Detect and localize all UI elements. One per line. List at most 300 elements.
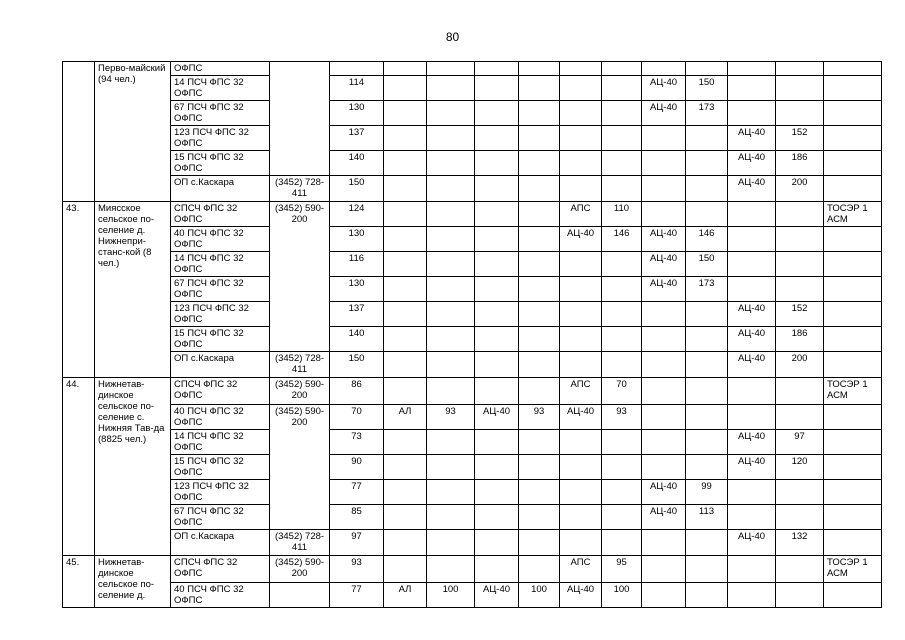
unit-cell: 14 ПСЧ ФПС 32 ОФПС	[171, 430, 270, 455]
time-cell: 113	[686, 505, 728, 530]
vehicle-cell	[642, 530, 686, 556]
distance-cell: 93	[330, 556, 384, 583]
time-cell	[602, 151, 642, 176]
time-cell	[602, 302, 642, 327]
unit-cell: 40 ПСЧ ФПС 32 ОФПС	[171, 227, 270, 252]
vehicle-cell: АЦ-40	[560, 583, 602, 608]
time-cell	[776, 76, 824, 101]
time-cell	[427, 227, 475, 252]
unit-cell: 15 ПСЧ ФПС 32 ОФПС	[171, 327, 270, 352]
vehicle-cell	[384, 151, 427, 176]
vehicle-cell	[642, 126, 686, 151]
time-cell	[427, 505, 475, 530]
table-row	[63, 151, 882, 176]
vehicle-cell	[560, 352, 602, 378]
distance-cell: 124	[330, 202, 384, 227]
time-cell: 173	[686, 101, 728, 126]
vehicle-cell	[384, 430, 427, 455]
time-cell	[602, 480, 642, 505]
vehicle-cell: АЦ-40	[728, 430, 776, 455]
vehicle-cell: ТОСЭР 1 АСМ	[824, 556, 882, 583]
distance-cell: 116	[330, 252, 384, 277]
time-cell	[776, 505, 824, 530]
unit-cell: 123 ПСЧ ФПС 32 ОФПС	[171, 126, 270, 151]
distance-cell: 150	[330, 176, 384, 202]
vehicle-cell: АЦ-40	[728, 302, 776, 327]
time-cell	[776, 480, 824, 505]
distance-cell: 137	[330, 126, 384, 151]
time-cell	[686, 405, 728, 430]
distance-cell: 77	[330, 583, 384, 608]
time-cell	[776, 277, 824, 302]
time-cell	[519, 378, 560, 405]
vehicle-cell	[560, 151, 602, 176]
vehicle-cell	[824, 151, 882, 176]
vehicle-cell	[642, 302, 686, 327]
table-row	[63, 327, 882, 352]
time-cell	[519, 252, 560, 277]
unit-cell: СПСЧ ФПС 32 ОФПС	[171, 556, 270, 583]
vehicle-cell	[728, 480, 776, 505]
unit-cell: 67 ПСЧ ФПС 32 ОФПС	[171, 277, 270, 302]
vehicle-cell: АЛ	[384, 583, 427, 608]
phone-cell: (3452) 728-411	[270, 176, 330, 202]
time-cell	[427, 352, 475, 378]
time-cell	[602, 455, 642, 480]
time-cell	[776, 101, 824, 126]
table-row	[63, 430, 882, 455]
page-number: 80	[445, 30, 460, 44]
vehicle-cell: АЦ-40	[642, 76, 686, 101]
vehicle-cell	[384, 176, 427, 202]
vehicle-cell	[384, 101, 427, 126]
phone-cell: (3452) 590-200	[270, 378, 330, 405]
vehicle-cell	[475, 556, 519, 583]
vehicle-cell	[824, 277, 882, 302]
time-cell	[427, 277, 475, 302]
vehicle-cell	[728, 227, 776, 252]
vehicle-cell	[475, 327, 519, 352]
time-cell	[686, 430, 728, 455]
distance-cell: 130	[330, 101, 384, 126]
unit-cell: 14 ПСЧ ФПС 32 ОФПС	[171, 252, 270, 277]
vehicle-cell	[824, 583, 882, 608]
time-cell	[519, 480, 560, 505]
time-cell: 173	[686, 277, 728, 302]
unit-cell: 14 ПСЧ ФПС 32 ОФПС	[171, 76, 270, 101]
vehicle-cell	[475, 530, 519, 556]
phone-cell: (3452) 590-200	[270, 405, 330, 530]
vehicle-cell	[824, 176, 882, 202]
table-row	[63, 583, 882, 608]
phone-cell: (3452) 590-200	[270, 556, 330, 583]
vehicle-cell	[560, 505, 602, 530]
vehicle-cell: АЦ-40	[642, 480, 686, 505]
time-cell	[519, 227, 560, 252]
vehicle-cell	[560, 480, 602, 505]
distance-cell: 90	[330, 455, 384, 480]
time-cell	[427, 151, 475, 176]
time-cell	[427, 202, 475, 227]
time-cell	[686, 352, 728, 378]
time-cell: 93	[519, 405, 560, 430]
vehicle-cell	[475, 202, 519, 227]
time-cell: 100	[602, 583, 642, 608]
unit-cell: 40 ПСЧ ФПС 32 ОФПС	[171, 583, 270, 608]
time-cell	[776, 583, 824, 608]
time-cell	[519, 352, 560, 378]
distance-cell	[330, 62, 384, 76]
vehicle-cell	[728, 101, 776, 126]
vehicle-cell	[384, 126, 427, 151]
time-cell	[602, 530, 642, 556]
unit-cell: 123 ПСЧ ФПС 32 ОФПС	[171, 302, 270, 327]
vehicle-cell	[642, 583, 686, 608]
table-row	[63, 556, 882, 583]
unit-cell: 123 ПСЧ ФПС 32 ОФПС	[171, 480, 270, 505]
time-cell	[427, 430, 475, 455]
distance-cell: 137	[330, 302, 384, 327]
unit-cell: ОП с.Каскара	[171, 176, 270, 202]
vehicle-cell: АПС	[560, 202, 602, 227]
time-cell	[686, 176, 728, 202]
vehicle-cell	[560, 327, 602, 352]
settlement-cell: Миясское сельское по-селение д. Нижнепри-станс-кой (8 чел.)	[95, 202, 171, 378]
time-cell	[427, 556, 475, 583]
distance-cell: 97	[330, 530, 384, 556]
vehicle-cell: АЦ-40	[475, 583, 519, 608]
unit-cell: ОФПС	[171, 62, 270, 76]
time-cell	[427, 455, 475, 480]
phone-cell	[270, 62, 330, 176]
time-cell	[602, 252, 642, 277]
vehicle-cell	[642, 405, 686, 430]
time-cell: 150	[686, 252, 728, 277]
vehicle-cell	[642, 151, 686, 176]
vehicle-cell: АЦ-40	[728, 352, 776, 378]
unit-cell: СПСЧ ФПС 32 ОФПС	[171, 378, 270, 405]
unit-cell: ОП с.Каскара	[171, 530, 270, 556]
time-cell	[602, 62, 642, 76]
time-cell	[519, 176, 560, 202]
distance-cell: 70	[330, 405, 384, 430]
time-cell	[427, 302, 475, 327]
time-cell: 146	[602, 227, 642, 252]
phone-cell: (3452) 728-411	[270, 352, 330, 378]
time-cell: 99	[686, 480, 728, 505]
time-cell	[686, 455, 728, 480]
vehicle-cell	[384, 505, 427, 530]
vehicle-cell	[642, 455, 686, 480]
time-cell	[519, 202, 560, 227]
vehicle-cell: АЦ-40	[560, 405, 602, 430]
time-cell: 132	[776, 530, 824, 556]
table-row	[63, 227, 882, 252]
table-row	[63, 505, 882, 530]
unit-cell: 40 ПСЧ ФПС 32 ОФПС	[171, 405, 270, 430]
vehicle-cell	[642, 430, 686, 455]
vehicle-cell	[475, 151, 519, 176]
vehicle-cell	[384, 202, 427, 227]
vehicle-cell	[824, 430, 882, 455]
time-cell	[776, 227, 824, 252]
time-cell: 186	[776, 327, 824, 352]
time-cell	[602, 76, 642, 101]
vehicle-cell	[560, 277, 602, 302]
time-cell: 70	[602, 378, 642, 405]
unit-cell: 67 ПСЧ ФПС 32 ОФПС	[171, 101, 270, 126]
time-cell	[427, 327, 475, 352]
time-cell	[602, 176, 642, 202]
vehicle-cell	[384, 227, 427, 252]
vehicle-cell	[384, 352, 427, 378]
phone-cell: (3452) 728-411	[270, 530, 330, 556]
time-cell	[519, 76, 560, 101]
time-cell: 93	[427, 405, 475, 430]
time-cell	[686, 302, 728, 327]
time-cell	[427, 101, 475, 126]
vehicle-cell	[824, 405, 882, 430]
vehicle-cell	[824, 455, 882, 480]
vehicle-cell: АЛ	[384, 405, 427, 430]
unit-cell: СПСЧ ФПС 32 ОФПС	[171, 202, 270, 227]
vehicle-cell	[728, 405, 776, 430]
time-cell: 97	[776, 430, 824, 455]
vehicle-cell	[560, 252, 602, 277]
vehicle-cell	[384, 556, 427, 583]
vehicle-cell	[824, 101, 882, 126]
distance-cell: 114	[330, 76, 384, 101]
vehicle-cell	[728, 378, 776, 405]
time-cell	[602, 430, 642, 455]
time-cell	[427, 176, 475, 202]
vehicle-cell	[560, 62, 602, 76]
time-cell	[519, 277, 560, 302]
time-cell	[427, 126, 475, 151]
time-cell	[686, 151, 728, 176]
table-row	[63, 202, 882, 227]
vehicle-cell	[824, 530, 882, 556]
vehicle-cell	[560, 101, 602, 126]
time-cell	[519, 327, 560, 352]
vehicle-cell	[728, 505, 776, 530]
time-cell	[602, 352, 642, 378]
time-cell	[686, 327, 728, 352]
vehicle-cell: АПС	[560, 378, 602, 405]
time-cell: 152	[776, 302, 824, 327]
table-row	[63, 455, 882, 480]
time-cell	[776, 378, 824, 405]
distance-cell: 140	[330, 151, 384, 176]
time-cell	[519, 101, 560, 126]
vehicle-cell	[728, 252, 776, 277]
vehicle-cell	[642, 176, 686, 202]
vehicle-cell: АЦ-40	[475, 405, 519, 430]
vehicle-cell	[384, 277, 427, 302]
vehicle-cell	[642, 327, 686, 352]
row-number-cell: 44.	[63, 378, 95, 556]
vehicle-cell	[560, 126, 602, 151]
time-cell: 146	[686, 227, 728, 252]
vehicle-cell	[728, 76, 776, 101]
time-cell: 93	[602, 405, 642, 430]
vehicle-cell: АЦ-40	[728, 176, 776, 202]
vehicle-cell: ТОСЭР 1 АСМ	[824, 202, 882, 227]
vehicle-cell	[384, 378, 427, 405]
vehicle-cell	[824, 480, 882, 505]
table-row	[63, 277, 882, 302]
table-row	[63, 76, 882, 101]
distance-cell: 130	[330, 277, 384, 302]
vehicle-cell	[824, 126, 882, 151]
vehicle-cell	[728, 277, 776, 302]
time-cell	[776, 252, 824, 277]
time-cell	[519, 126, 560, 151]
vehicle-cell	[384, 327, 427, 352]
time-cell	[776, 556, 824, 583]
time-cell	[686, 583, 728, 608]
vehicle-cell	[475, 455, 519, 480]
time-cell	[602, 277, 642, 302]
time-cell	[519, 302, 560, 327]
vehicle-cell	[824, 62, 882, 76]
vehicle-cell	[560, 76, 602, 101]
vehicle-cell: АПС	[560, 556, 602, 583]
vehicle-cell	[824, 76, 882, 101]
time-cell	[686, 62, 728, 76]
vehicle-cell: АЦ-40	[642, 227, 686, 252]
distance-cell: 150	[330, 352, 384, 378]
time-cell: 95	[602, 556, 642, 583]
table-row	[63, 101, 882, 126]
time-cell: 100	[427, 583, 475, 608]
time-cell	[686, 556, 728, 583]
vehicle-cell	[728, 202, 776, 227]
vehicle-cell	[475, 480, 519, 505]
row-number-cell	[63, 62, 95, 202]
time-cell	[519, 556, 560, 583]
vehicle-cell	[475, 176, 519, 202]
distance-cell: 85	[330, 505, 384, 530]
vehicle-cell	[475, 505, 519, 530]
settlement-cell: Нижнетав-динское сельское по-селение с. Нижняя Тав-да (8825 чел.)	[95, 378, 171, 556]
vehicle-cell: АЦ-40	[642, 252, 686, 277]
vehicle-cell	[824, 227, 882, 252]
table-row	[63, 176, 882, 202]
vehicle-cell	[642, 556, 686, 583]
time-cell: 120	[776, 455, 824, 480]
time-cell	[686, 126, 728, 151]
time-cell	[602, 126, 642, 151]
vehicle-cell	[384, 455, 427, 480]
vehicle-cell: АЦ-40	[728, 151, 776, 176]
vehicle-cell	[642, 202, 686, 227]
vehicle-cell	[560, 430, 602, 455]
vehicle-cell	[560, 455, 602, 480]
vehicle-cell	[475, 76, 519, 101]
vehicle-cell	[824, 252, 882, 277]
time-cell	[519, 62, 560, 76]
vehicle-cell: АЦ-40	[642, 101, 686, 126]
vehicle-cell	[728, 583, 776, 608]
time-cell	[776, 405, 824, 430]
vehicle-cell	[475, 352, 519, 378]
distance-cell: 140	[330, 327, 384, 352]
unit-cell: 15 ПСЧ ФПС 32 ОФПС	[171, 151, 270, 176]
time-cell	[427, 62, 475, 76]
time-cell: 152	[776, 126, 824, 151]
time-cell	[427, 252, 475, 277]
time-cell	[427, 378, 475, 405]
time-cell	[427, 530, 475, 556]
vehicle-cell	[642, 62, 686, 76]
time-cell	[686, 378, 728, 405]
table-row	[63, 405, 882, 430]
table-row	[63, 62, 882, 76]
time-cell	[776, 202, 824, 227]
time-cell	[519, 530, 560, 556]
time-cell: 100	[519, 583, 560, 608]
vehicle-cell	[475, 430, 519, 455]
vehicle-cell	[475, 378, 519, 405]
vehicle-cell: АЦ-40	[642, 277, 686, 302]
time-cell	[519, 151, 560, 176]
table-row	[63, 480, 882, 505]
time-cell	[776, 62, 824, 76]
time-cell: 200	[776, 176, 824, 202]
distance-cell: 77	[330, 480, 384, 505]
fire-dispatch-table	[62, 61, 882, 608]
time-cell	[519, 505, 560, 530]
vehicle-cell	[475, 126, 519, 151]
vehicle-cell: ТОСЭР 1 АСМ	[824, 378, 882, 405]
vehicle-cell	[475, 101, 519, 126]
vehicle-cell	[384, 302, 427, 327]
vehicle-cell	[475, 302, 519, 327]
vehicle-cell: АЦ-40	[642, 505, 686, 530]
vehicle-cell	[384, 62, 427, 76]
vehicle-cell	[384, 530, 427, 556]
vehicle-cell	[642, 378, 686, 405]
vehicle-cell	[824, 505, 882, 530]
row-number-cell: 45.	[63, 556, 95, 608]
time-cell	[427, 480, 475, 505]
distance-cell: 130	[330, 227, 384, 252]
unit-cell: 67 ПСЧ ФПС 32 ОФПС	[171, 505, 270, 530]
time-cell: 200	[776, 352, 824, 378]
table-row	[63, 352, 882, 378]
vehicle-cell	[475, 277, 519, 302]
unit-cell: 15 ПСЧ ФПС 32 ОФПС	[171, 455, 270, 480]
phone-cell	[270, 583, 330, 608]
table-row	[63, 378, 882, 405]
phone-cell: (3452) 590-200	[270, 202, 330, 352]
vehicle-cell	[475, 62, 519, 76]
time-cell: 110	[602, 202, 642, 227]
vehicle-cell	[475, 227, 519, 252]
vehicle-cell	[384, 76, 427, 101]
vehicle-cell	[384, 252, 427, 277]
vehicle-cell	[384, 480, 427, 505]
table-row	[63, 302, 882, 327]
time-cell	[686, 530, 728, 556]
settlement-cell: Перво-майский (94 чел.)	[95, 62, 171, 202]
vehicle-cell: АЦ-40	[728, 455, 776, 480]
vehicle-cell	[824, 302, 882, 327]
time-cell	[686, 202, 728, 227]
vehicle-cell	[560, 176, 602, 202]
vehicle-cell	[560, 530, 602, 556]
